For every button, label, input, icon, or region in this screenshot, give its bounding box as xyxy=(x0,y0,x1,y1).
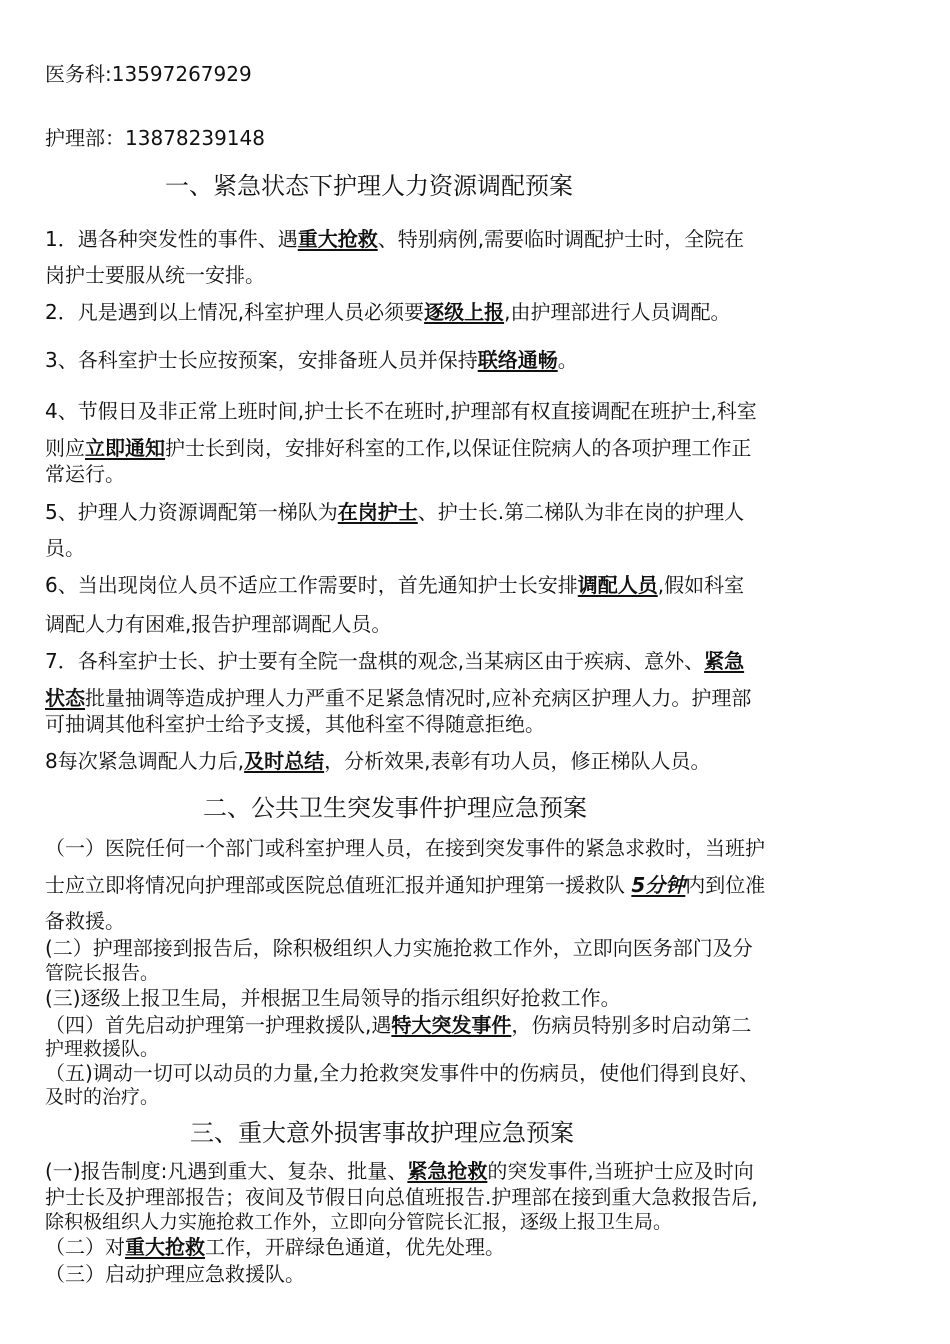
section-2-title: 二、公共卫生突发事件护理应急预案 xyxy=(203,794,587,822)
section-1-item-8: 8每次紧急调配人力后,及时总结，分析效果,表彰有功人员，修正梯队人员。 xyxy=(45,749,711,773)
section-1-title: 一、紧急状态下护理人力资源调配预案 xyxy=(165,172,573,200)
keyword: 调配人员 xyxy=(577,573,658,597)
section-1-item-2: 2．凡是遇到以上情况,科室护理人员必须要逐级上报,由护理部进行人员调配。 xyxy=(45,300,731,324)
keyword: 5分钟 xyxy=(631,873,686,897)
keyword: 联络通畅 xyxy=(477,348,558,372)
keyword: 紧急 xyxy=(704,649,745,673)
keyword: 及时总结 xyxy=(244,749,325,773)
keyword: 状态 xyxy=(45,686,85,710)
keyword: 重大抢救 xyxy=(297,227,378,251)
section-2-item-3: (三)逐级上报卫生局，并根据卫生局领导的指示组织好抢救工作。 xyxy=(45,986,621,1010)
section-1-item-3: 3、各科室护士长应按预案，安排备班人员并保持联络通畅。 xyxy=(45,348,578,372)
section-3-item-2: （二）对重大抢救工作，开辟绿色通道，优先处理。 xyxy=(45,1235,505,1259)
keyword: 重大抢救 xyxy=(125,1235,205,1259)
keyword: 特大突发事件 xyxy=(391,1013,512,1037)
section-3-item-3: （三）启动护理应急救援队。 xyxy=(45,1262,305,1286)
document-page: 医务科:13597267929 护理部：13878239148 一、紧急状态下护理人力资源调配预案 1．遇各种突发性的事件、遇重大抢救、特别病例,需要临时调配护士时，全院在 岗护士要服从统一安排。 2．凡是遇到以上情况,科室护理人员必须要逐级上报,由护理部进行人员调配。 3、各科室护士长应按预案，安排备班人员并保持联络通畅。 4、节假日及非正常上班时间,护士长不在班时,护理部有权直接调配在班护士,科室 则应立即通知护士长到岗，安排好科室的工作,以保证住院病人的各项护理工作正 常运行。 5、护理人力资源调配第一梯队为在岗护士、护士长.第二梯队为非在岗的护理人 员。 6、当出现岗位人员不适应工作需要时，首先通知护士长安排调配人员,假如科室 调配人力有困难,报告护理部调配人员。 7．各科室护士长、护士要有全院一盘棋的观念,当某病区由于疾病、意外、紧急 状态批量抽调等造成护理人力严重不足紧急情况时,应补充病区护理人力。护理部 可抽调其他科室护士给予支援，其他科室不得随意拒绝。 8每次紧急调配人力后,及时总结，分析效果,表彰有功人员，修正梯队人员。 二、公共卫生突发事件护理应急预案 （一）医院任何一个部门或科室护理人员，在接到突发事件的紧急求救时，当班护 士应立即将情况向护理部或医院总值班汇报并通知护理第一援救队 5分钟内到位准 备救援。 (二）护理部接到报告后，除积极组织人力实施抢救工作外，立即向医务部门及分 管院长报告。 (三)逐级上报卫生局，并根据卫生局领导的指示组织好抢救工作。 （四）首先启动护理第一护理救援队,遇特大突发事件，伤病员特别多时启动第二 护理救援队。 （五)调动一切可以动员的力量,全力抢救突发事件中的伤病员，使他们得到良好、 及时的治疗。 三、重大意外损害事故护理应急预案 (一)报告制度:凡遇到重大、复杂、批量、紧急抢救的突发事件,当班护士应及时向 护士长及护理部报告；夜间及节假日向总值班报告.护理部在接到重大急救报告后, 除积极组织人力实施抢救工作外，立即向分管院长汇报，逐级上报卫生局。 （二）对重大抢救工作，开辟绿色通道，优先处理。 （三）启动护理应急救援队。 xyxy=(45,62,766,1286)
keyword: 紧急抢救 xyxy=(407,1159,488,1183)
keyword: 逐级上报 xyxy=(424,300,505,324)
section-3-title: 三、重大意外损害事故护理应急预案 xyxy=(190,1119,574,1147)
contact-nursing-dept: 护理部：13878239148 xyxy=(45,126,265,150)
contact-medical-dept: 医务科:13597267929 xyxy=(45,62,252,86)
keyword: 立即通知 xyxy=(85,436,165,460)
keyword: 在岗护士 xyxy=(337,500,418,524)
